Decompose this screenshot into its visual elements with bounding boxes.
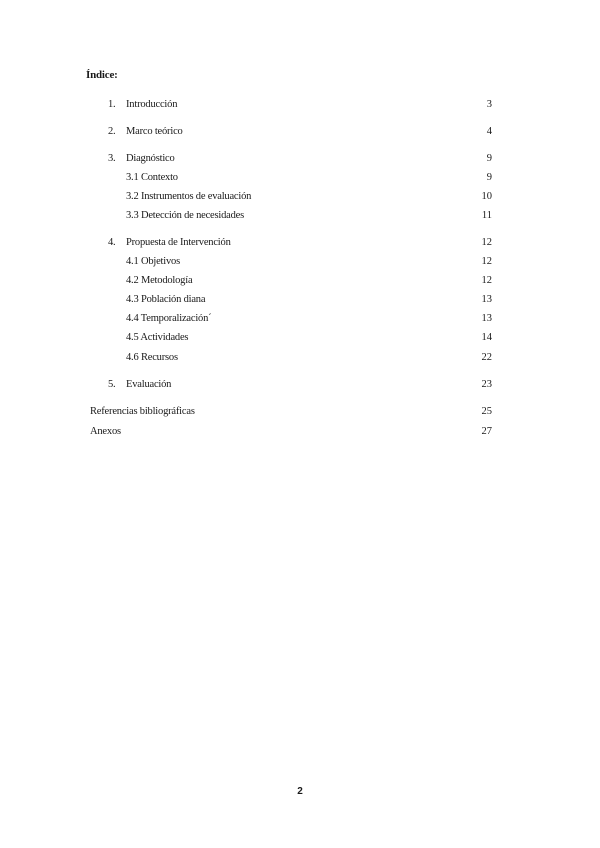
toc-entry-number: 5. (108, 379, 116, 390)
toc-entry-label: 4.5 Actividades (126, 332, 189, 343)
toc-entry-label: Referencias bibliográficas (90, 406, 195, 417)
toc-entry-label: Evaluación (126, 379, 172, 390)
toc-entry-page: 22 (481, 352, 492, 363)
toc-entry-page: 11 (481, 210, 492, 221)
toc-entry-number: 1. (108, 99, 116, 110)
toc-entry-label: Propuesta de Intervención (126, 237, 231, 248)
toc-entry-page: 9 (486, 153, 492, 164)
toc-entry-label: 4.1 Objetivos (126, 256, 180, 267)
page-title: Índice: (86, 69, 118, 81)
toc-entry-label: 3.2 Instrumentos de evaluación (126, 191, 252, 202)
toc-entry-number: 4. (108, 237, 116, 248)
toc-entry-page: 13 (481, 294, 492, 305)
toc-entry-page: 25 (481, 406, 492, 417)
toc-entry-page: 12 (481, 237, 492, 248)
toc-entry-page: 12 (481, 275, 492, 286)
toc-entry-label: Diagnóstico (126, 153, 175, 164)
toc-entry-page: 12 (481, 256, 492, 267)
toc-entry-label: 3.3 Detección de necesidades (126, 210, 245, 221)
page-number: 2 (297, 786, 303, 797)
toc-entry-label: Anexos (90, 426, 121, 437)
toc-entry-page: 23 (481, 379, 492, 390)
toc-entry-number: 2. (108, 126, 116, 137)
toc-entry-page: 3 (486, 99, 492, 110)
toc-entry-page: 13 (481, 313, 492, 324)
toc-entry-page: 10 (481, 191, 492, 202)
toc-entry-number: 3. (108, 153, 116, 164)
toc-entry-label: 3.1 Contexto (126, 172, 178, 183)
toc-entry-label: 4.4 Temporalización´ (126, 313, 212, 324)
toc-entry-label: Introducción (126, 99, 178, 110)
toc-entry-label: 4.6 Recursos (126, 352, 178, 363)
toc-entry-page: 9 (486, 172, 492, 183)
toc-entry-label: 4.2 Metodología (126, 275, 193, 286)
toc-entry-label: Marco teórico (126, 126, 183, 137)
toc-entry-label: 4.3 Población diana (126, 294, 206, 305)
toc-entry-page: 14 (481, 332, 492, 343)
toc-entry-page: 4 (486, 126, 492, 137)
toc-entry-page: 27 (481, 426, 492, 437)
